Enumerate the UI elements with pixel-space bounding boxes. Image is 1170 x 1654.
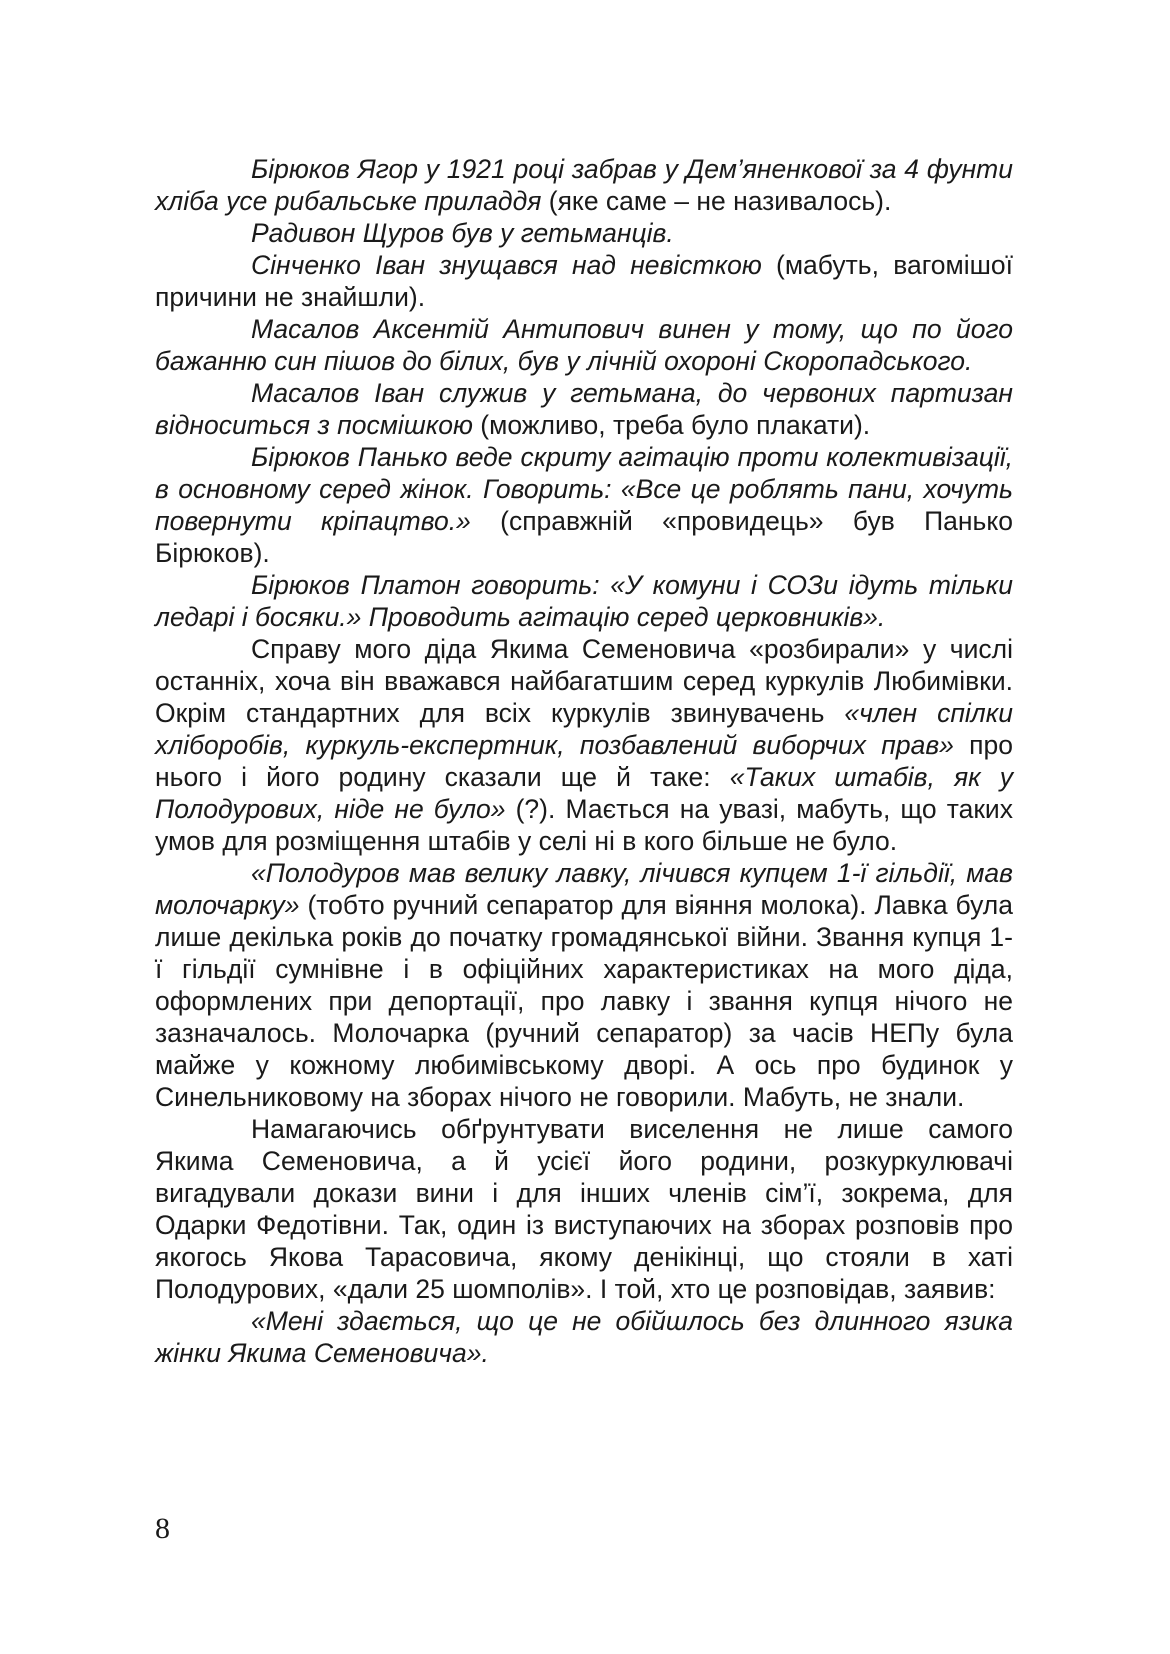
italic-text-run: «Полодуров мав велику лавку, лічився купцем 1-ї гільдії, мав молочарку» [155,858,1013,920]
paragraph [155,377,1013,441]
italic-text-run: Сінченко Іван знущався над невісткою [251,250,762,280]
text-run: (справжній «провидець» був Панько Бірюков). [155,506,1013,568]
paragraph [155,1305,1013,1369]
italic-text-run: «Таких штабів, як у Полодурових, ніде не було» [155,762,1013,824]
paragraph [155,153,1013,217]
paragraph [155,857,1013,1113]
body-text [155,153,1013,1369]
paragraph [155,217,1013,249]
italic-text-run: Масалов Аксентій Антипович винен у тому, що по його бажанню син пішов до білих, був у лічній охороні Скоропадського. [155,314,1013,376]
italic-text-run: Бірюков Платон говорить: «У комуни і СОЗи ідуть тільки ледарі і босяки.» Проводить агітацію серед церковників». [155,570,1013,632]
paragraph [155,569,1013,633]
text-run: (можливо, треба було плакати). [472,410,871,440]
page-number: 8 [155,1512,170,1545]
italic-text-run: Бірюков Ягор у 1921 році забрав у Дем’яненкової за 4 фунти хліба усе рибальське приладдя [155,154,1013,216]
italic-text-run: «член спілки хліборобів, куркуль-експертник, позбавлений виборчих прав» [155,698,1014,760]
text-run: Справу мого діда Якима Семеновича «розбирали» у числі останніх, хоча він вважався найбагатшим серед куркулів Любимівки. Окрім стандартних для всіх куркулів звинувачень [155,634,1013,728]
text-run: про нього і його родину сказали ще й таке: [155,730,1013,792]
text-run: (?). Мається на увазі, мабуть, що таких умов для розміщення штабів у селі ні в кого більше не було. [155,794,1013,856]
paragraph [155,1113,1013,1305]
paragraph [155,441,1013,569]
italic-text-run: «Мені здається, що це не обійшлось без длинного язика жінки Якима Семеновича». [155,1306,1013,1368]
paragraph [155,633,1013,857]
text-run: (мабуть, вагомішої причини не знайшли). [155,250,1013,312]
paragraph [155,249,1013,313]
italic-text-run: Радивон Щуров був у гетьманців. [251,218,674,248]
italic-text-run: Бірюков Панько веде скриту агітацію проти колективізації, в основному серед жінок. Говорить: «Все це роблять пани, хочуть повернути кріпацтво.» [155,442,1013,536]
italic-text-run: Масалов Іван служив у гетьмана, до червоних партизан відноситься з посмішкою [155,378,1013,440]
text-run: (тобто ручний сепаратор для віяння молока). Лавка була лише декілька років до початку громадянської війни. Звання купця 1-ї гільдії сумнівне і в офіційних характеристиках на мого діда, оформлених при депортації, про лавку і звання купця нічого не зазначалось. Молочарка (ручний сепаратор) за часів НЕПу була майже у кожному любимівському дворі. А ось про будинок у Синельниковому на зборах нічого не говорили. Мабуть, не знали. [155,890,1013,1112]
paragraph [155,313,1013,377]
text-run: Намагаючись обґрунтувати виселення не лише самого Якима Семеновича, а й усієї його родини, розкуркулювачі вигадували докази вини і для інших членів сім’ї, зокрема, для Одарки Федотівни. Так, один із виступаючих на зборах розповів про якогось Якова Тарасовича, якому денікінці, що стояли в хаті Полодурових, «дали 25 шомполів». І той, хто це розповідав, заявив: [155,1114,1013,1304]
text-run: (яке саме – не називалось). [541,186,892,216]
